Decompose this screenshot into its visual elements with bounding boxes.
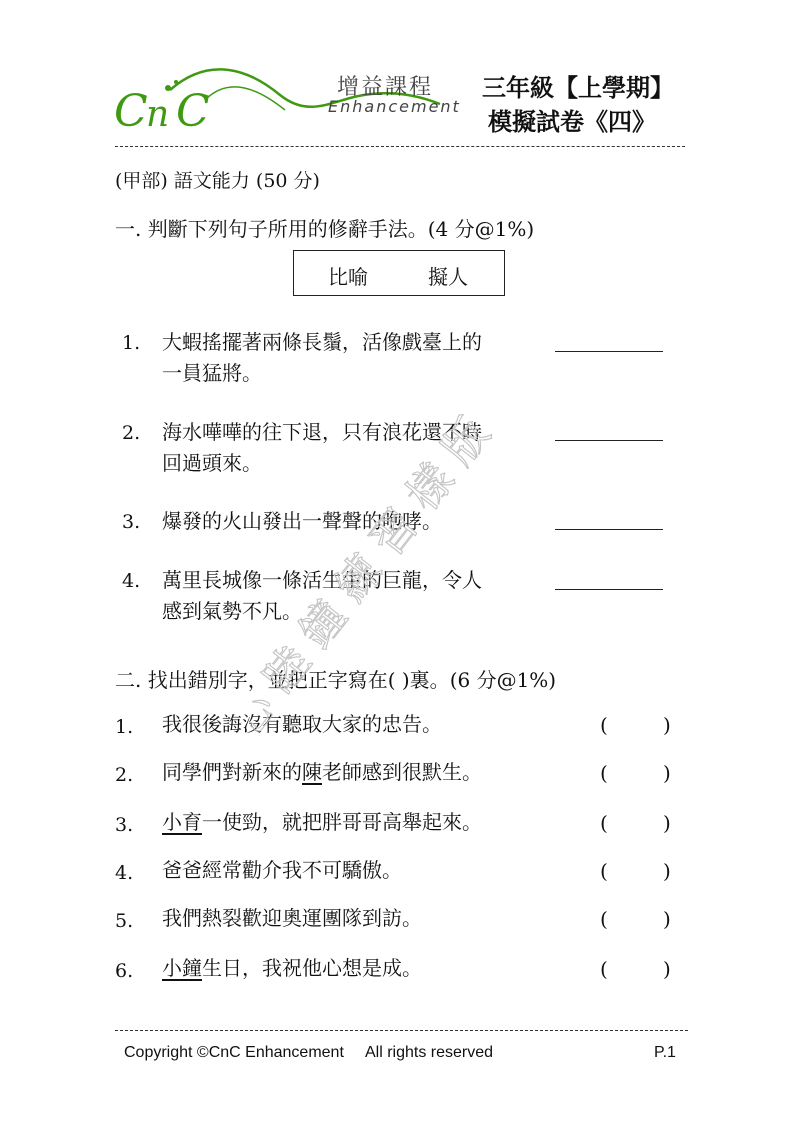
q1-item-line: 萬里長城像一條活生生的巨龍，令人 xyxy=(162,568,482,592)
q2-item-number: 6. xyxy=(115,960,134,982)
answer-paren-close: ) xyxy=(663,957,671,981)
q2-item-number: 4. xyxy=(115,862,134,884)
q2-title-text: 二. 找出錯別字，並把正字寫在( )裏。 xyxy=(115,668,450,692)
answer-paren-close: ) xyxy=(663,907,671,931)
q2-title-score: (6 分@1%) xyxy=(449,668,557,692)
paper-title: 模擬試卷《四》 xyxy=(488,107,656,136)
q2-item-text xyxy=(162,807,482,838)
svg-text:C: C xyxy=(114,86,148,137)
q1-item-line: 感到氣勢不凡。 xyxy=(162,599,302,623)
watermark-text: 心睦鐘練習樣版 xyxy=(250,397,509,749)
q2-item-text-post: 我們熱裂歡迎奧運團隊到訪。 xyxy=(162,906,422,930)
answer-blank[interactable] xyxy=(555,351,663,352)
q2-item-number: 5. xyxy=(115,910,134,932)
q2-item-text-post: 一使勁，就把胖哥哥高舉起來。 xyxy=(202,810,482,834)
answer-paren-close: ) xyxy=(663,859,671,883)
answer-paren-open: ( xyxy=(600,713,608,737)
answer-blank[interactable] xyxy=(555,440,663,441)
q2-item-number: 1. xyxy=(115,716,134,738)
answer-blank[interactable] xyxy=(555,529,663,530)
q2-item-text-post: 生日，我祝他心想是成。 xyxy=(202,956,422,980)
answer-field[interactable] xyxy=(612,761,660,787)
q2-item-text-post: 爸爸經常勸介我不可驕傲。 xyxy=(162,858,402,882)
q1-item-line: 一員猛將。 xyxy=(162,361,262,385)
section-title: (甲部) 語文能力 (50 分) xyxy=(115,170,320,192)
svg-text:C: C xyxy=(176,86,210,137)
answer-field[interactable] xyxy=(612,907,660,933)
q2-item-text xyxy=(162,757,482,788)
answer-field[interactable] xyxy=(612,713,660,739)
brand-english: Enhancement xyxy=(328,97,461,116)
grade-title: 三年級【上學期】 xyxy=(482,73,674,102)
answer-paren-open: ( xyxy=(600,859,608,883)
q2-item-underlined: 陳 xyxy=(302,760,322,784)
answer-paren-close: ) xyxy=(663,761,671,785)
q1-item-line: 爆發的火山發出一聲聲的咆哮。 xyxy=(162,509,442,533)
answer-paren-close: ) xyxy=(663,713,671,737)
q2-item-text xyxy=(162,903,422,934)
q1-item-line: 海水嘩嘩的往下退，只有浪花還不時 xyxy=(162,420,482,444)
footer-divider xyxy=(115,1030,688,1031)
q2-item-text-post: 我很後誨沒有聽取大家的忠告。 xyxy=(162,712,442,736)
q1-item-line: 大蝦搖擺著兩條長鬚，活像戲臺上的 xyxy=(162,330,482,354)
q2-item-underlined: 小育 xyxy=(162,810,202,834)
header-divider xyxy=(115,146,685,147)
svg-text:n: n xyxy=(146,94,170,135)
q1-item-number: 2. xyxy=(122,422,141,444)
q1-item-number: 1. xyxy=(122,332,141,354)
option-metaphor: 比喻 xyxy=(328,265,368,289)
answer-blank[interactable] xyxy=(555,589,663,590)
q1-item-number: 4. xyxy=(122,570,141,592)
q1-item-number: 3. xyxy=(122,511,141,533)
q1-title: 一. 判斷下列句子所用的修辭手法。(4 分@1%) xyxy=(115,217,535,241)
answer-field[interactable] xyxy=(612,957,660,983)
page-number: P.1 xyxy=(654,1044,676,1061)
q2-item-text-pre: 同學們對新來的 xyxy=(162,760,302,784)
option-personification: 擬人 xyxy=(428,265,468,289)
q2-item-number: 3. xyxy=(115,814,134,836)
q2-item-text xyxy=(162,855,402,886)
answer-field[interactable] xyxy=(612,859,660,885)
options-box xyxy=(293,250,505,296)
q2-item-underlined: 小鐘 xyxy=(162,956,202,980)
footer-copyright: Copyright ©CnC Enhancement xyxy=(124,1044,344,1061)
footer-rights: All rights reserved xyxy=(365,1044,494,1061)
q2-item-text-post: 老師感到很默生。 xyxy=(322,760,482,784)
answer-paren-open: ( xyxy=(600,811,608,835)
q2-item-text xyxy=(162,709,442,740)
q1-item-line: 回過頭來。 xyxy=(162,451,262,475)
brand-chinese: 增益課程 xyxy=(337,75,434,100)
q2-item-number: 2. xyxy=(115,764,134,786)
answer-paren-open: ( xyxy=(600,907,608,931)
q2-title xyxy=(115,664,556,693)
answer-paren-open: ( xyxy=(600,761,608,785)
answer-paren-close: ) xyxy=(663,811,671,835)
answer-field[interactable] xyxy=(612,811,660,837)
answer-paren-open: ( xyxy=(600,957,608,981)
q2-item-text xyxy=(162,953,422,984)
